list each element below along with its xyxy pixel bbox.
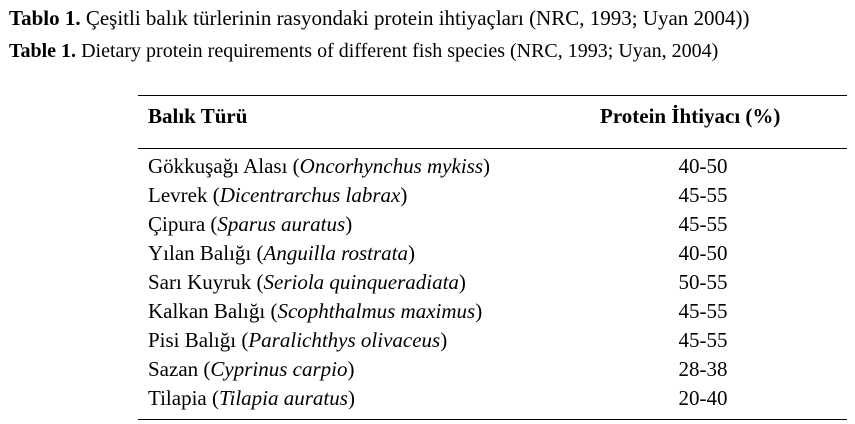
caption-turkish-label: Tablo 1. <box>9 6 81 30</box>
caption-english-label: Table 1. <box>9 40 77 62</box>
common-name: Sarı Kuyruk <box>148 270 257 294</box>
species-cell: Pisi Balığı (Paralichthys olivaceus) <box>148 328 448 352</box>
table-body <box>0 154 855 415</box>
table-top-rule <box>138 95 847 96</box>
latin-name: Tilapia auratus <box>218 386 348 410</box>
protein-value: 40-50 <box>678 241 728 265</box>
table-row <box>0 183 855 212</box>
species-cell: Sazan (Cyprinus carpio) <box>148 357 355 381</box>
latin-name: Sparus auratus <box>217 212 346 236</box>
table-row <box>0 270 855 299</box>
protein-value: 45-55 <box>678 328 728 352</box>
species-cell: Kalkan Balığı (Scophthalmus maximus) <box>148 299 483 323</box>
common-name: Çipura <box>148 212 211 236</box>
protein-value: 20-40 <box>678 386 728 410</box>
species-cell: Gökkuşağı Alası (Oncorhynchus mykiss) <box>148 154 491 178</box>
latin-name: Dicentrarchus labrax <box>219 183 401 207</box>
common-name: Levrek <box>148 183 213 207</box>
protein-value: 45-55 <box>678 212 728 236</box>
latin-name: Scophthalmus maximus <box>277 299 476 323</box>
latin-name: Cyprinus carpio <box>210 357 348 381</box>
table-row <box>0 328 855 357</box>
protein-value: 28-38 <box>678 357 728 381</box>
protein-value: 45-55 <box>678 299 728 323</box>
table-bottom-rule <box>138 419 847 420</box>
caption-english <box>9 40 718 63</box>
header-protein: Protein İhtiyacı (%) <box>600 104 781 128</box>
latin-name: Seriola quinqueradiata <box>263 270 459 294</box>
latin-name: Oncorhynchus mykiss <box>299 154 484 178</box>
common-name: Kalkan Balığı <box>148 299 271 323</box>
protein-value: 50-55 <box>678 270 728 294</box>
species-cell: Levrek (Dicentrarchus labrax) <box>148 183 408 207</box>
latin-name: Paralichthys olivaceus <box>248 328 441 352</box>
protein-value: 45-55 <box>678 183 728 207</box>
common-name: Pisi Balığı <box>148 328 242 352</box>
protein-value: 40-50 <box>678 154 728 178</box>
table-header-rule <box>138 148 847 149</box>
table-row <box>0 386 855 415</box>
caption-turkish-text: Çeşitli balık türlerinin rasyondaki protein ihtiyaçları (NRC, 1993; Uyan 2004)) <box>80 6 750 30</box>
caption-turkish <box>9 6 750 31</box>
species-cell: Tilapia (Tilapia auratus) <box>148 386 355 410</box>
table-row <box>0 212 855 241</box>
common-name: Yılan Balığı <box>148 241 257 265</box>
table-row <box>0 241 855 270</box>
species-cell: Sarı Kuyruk (Seriola quinqueradiata) <box>148 270 466 294</box>
species-cell: Yılan Balığı (Anguilla rostrata) <box>148 241 415 265</box>
table-row <box>0 154 855 183</box>
header-species: Balık Türü <box>148 104 248 128</box>
caption-english-text: Dietary protein requirements of different fish species (NRC, 1993; Uyan, 2004) <box>76 40 719 62</box>
table-row <box>0 357 855 386</box>
species-cell: Çipura (Sparus auratus) <box>148 212 353 236</box>
common-name: Gökkuşağı Alası <box>148 154 293 178</box>
common-name: Tilapia <box>148 386 212 410</box>
latin-name: Anguilla rostrata <box>263 241 408 265</box>
common-name: Sazan <box>148 357 204 381</box>
table-row <box>0 299 855 328</box>
